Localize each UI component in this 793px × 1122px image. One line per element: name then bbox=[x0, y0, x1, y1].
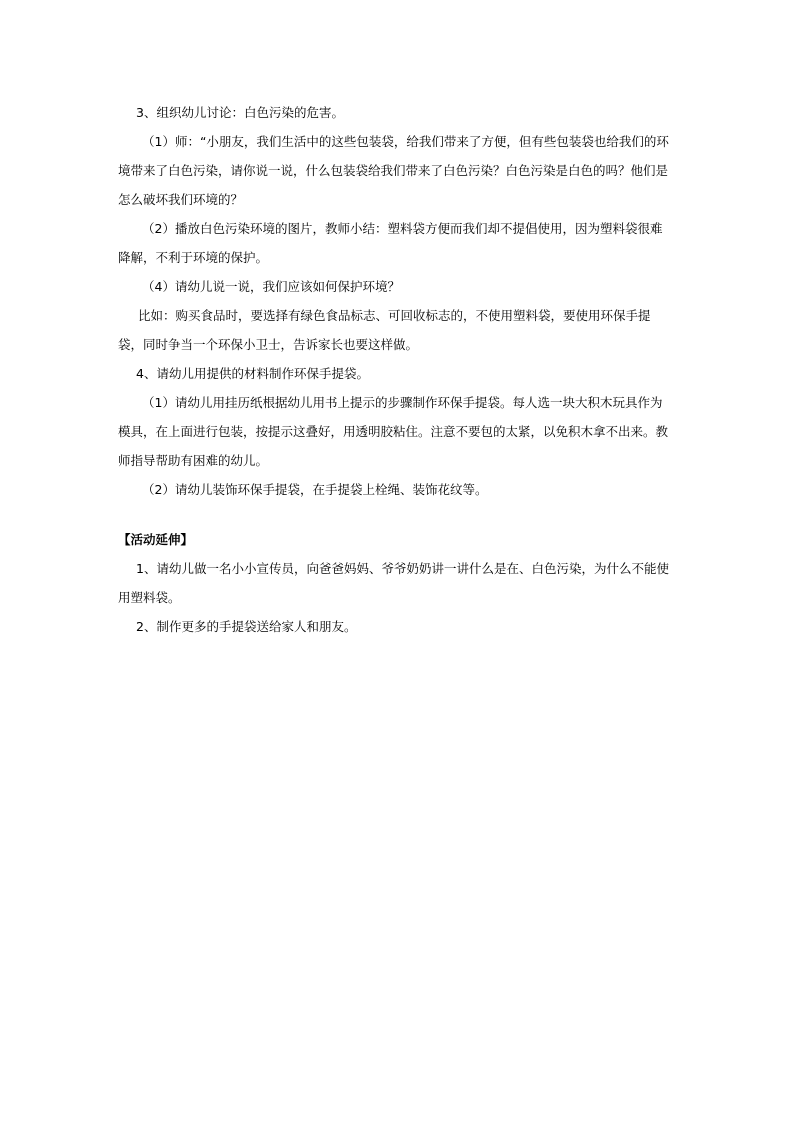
step-3-heading: 3、组织幼儿讨论：白色污染的危害。 bbox=[136, 105, 344, 120]
document-body bbox=[118, 98, 674, 641]
extension-item-1: 1、请幼儿做一名小小宣传员，向爸爸妈妈、爷爷奶奶讲一讲什么是在、白色污染，为什么不能使用塑料袋。 bbox=[118, 561, 669, 605]
step-3-substep-1: （1）师：“小朋友，我们生活中的这些包装袋，给我们带来了方便，但有些包装袋也给我们的环境带来了白色污染，请你说一说，什么包装袋给我们带来了白色污染？白色污染是白色的吗？他们是怎么破坏我们环境的？ bbox=[118, 134, 669, 207]
step-3-substep-4: （4）请幼儿说一说，我们应该如何保护环境？ bbox=[142, 279, 400, 294]
step-4-substep-2: （2）请幼儿装饰环保手提袋，在手提袋上栓绳、装饰花纹等。 bbox=[142, 482, 488, 497]
example-paragraph: 比如：购买食品时，要选择有绿色食品标志、可回收标志的，不使用塑料袋，要使用环保手提袋，同时争当一个环保小卫士，告诉家长也要这样做。 bbox=[118, 308, 651, 352]
extension-item-2: 2、制作更多的手提袋送给家人和朋友。 bbox=[136, 619, 357, 634]
step-4-heading: 4、请幼儿用提供的材料制作环保手提袋。 bbox=[136, 366, 369, 381]
section-gap bbox=[118, 504, 674, 525]
extension-heading: 【活动延伸】 bbox=[118, 532, 194, 547]
step-4-substep-1: （1）请幼儿用挂历纸根据幼儿用书上提示的步骤制作环保手提袋。每人选一块大积木玩具作为模具，在上面进行包装，按提示这叠好，用透明胶粘住。注意不要包的太紧，以免积木拿不出来。教师指导帮助有困难的幼儿。 bbox=[118, 395, 669, 468]
step-3-substep-2: （2）播放白色污染环境的图片，教师小结：塑料袋方便而我们却不提倡使用，因为塑料袋很难降解，不利于环境的保护。 bbox=[118, 221, 663, 265]
